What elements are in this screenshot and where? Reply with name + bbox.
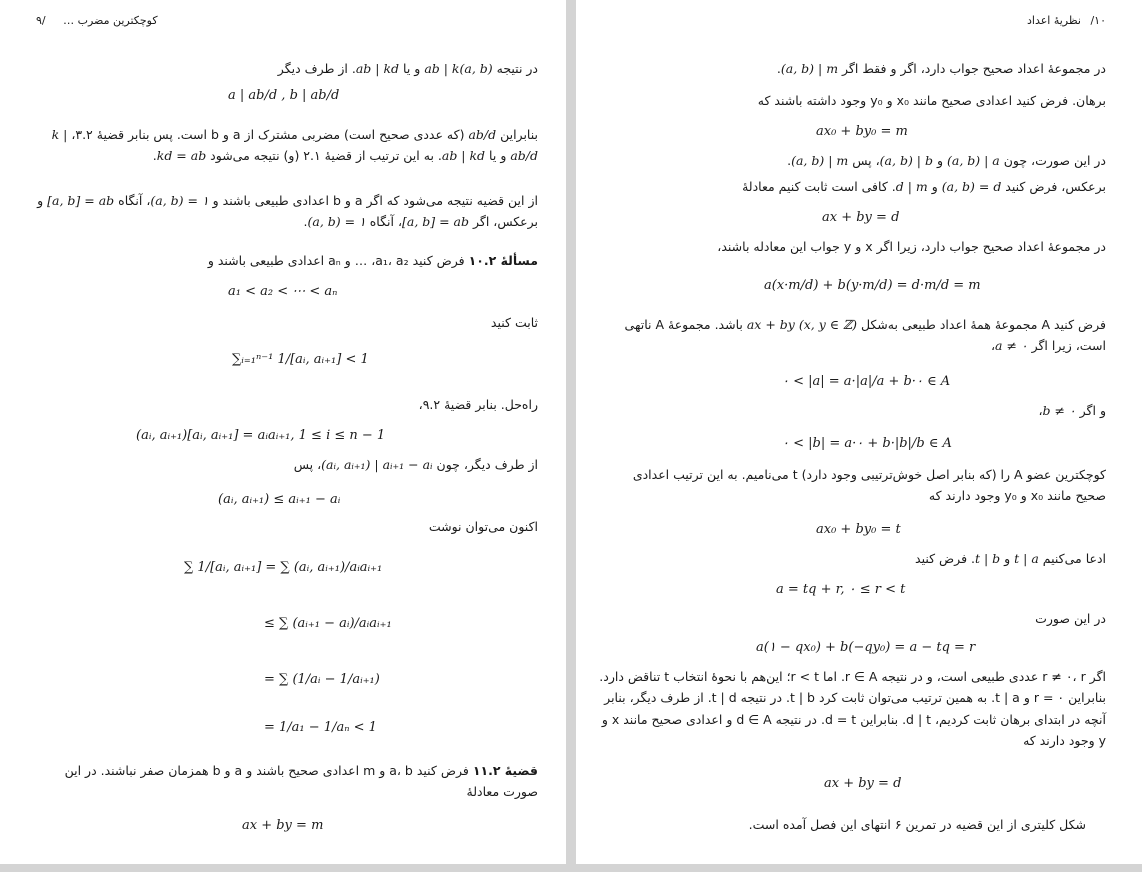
right-page-header [1027,14,1106,27]
left-paragraph-1: در نتیجه ab | k(a, b) و یا ab | kd. از طرف دیگر [277,61,538,76]
theorem-11-2: قضیهٔ ۱۱.۲ فرض کنید a، b و m اعدادی صحیح باشند و a و b همزمان صفر نباشند. در این صورت معادلهٔ [64,763,538,800]
equation-final: ax + by = m [242,818,324,833]
equation-1: ax₀ + by₀ = m [816,124,908,139]
equation-5: ۰ < |b| = a·۰ + b·|b|/b ∈ A [782,436,952,451]
right-paragraph-6: فرض کنید A مجموعهٔ همهٔ اعداد طبیعی به‌شکل ax + by (x, y ∈ ℤ) باشد. مجموعهٔ A ناتهی است، زیرا اگر a ≠ ۰، [624,317,1106,354]
right-paragraph-5: در مجموعهٔ اعداد صحیح جواب دارد، زیرا اگر x و y جواب این معادله باشند، [717,239,1106,254]
right-page [576,0,1142,864]
left-paragraph-3: از این قضیه نتیجه می‌شود که اگر a و b اعدادی طبیعی باشند و (a, b) = ۱، آنگاه [a, b] = ab و برعکس، اگر [a, b] = ab، آنگاه (a, b) = ۱. [37,193,538,230]
right-page-number: /۱۰ [1090,14,1106,27]
equation-6: ax₀ + by₀ = t [816,522,901,537]
equation-divides: a | ab/d , b | ab/d [228,88,340,103]
right-paragraph-10: در این صورت [1035,611,1106,626]
left-paragraph-2: بنابراین ab/d (که عددی صحیح است) مضربی مشترک از a و b است. پس بنابر قضیهٔ ۳.۲، k | ab/d و یا ab | kd. به این ترتیب از قضیهٔ ۲.۱ (و) نتیجه می‌شود kd = ab. [51,127,538,164]
solution-text: راه‌حل. بنابر قضیهٔ ۹.۲، [418,397,538,412]
right-paragraph-11: اگر r ≠ ۰، r عددی طبیعی است، و در نتیجه r ∈ A. اما r < t؛ این‌هم با نحوهٔ انتخاب t تناقض دارد. بنابراین r = ۰ و t | a. به همین ترتیب می‌توان ثابت کرد t | b. در نتیجه t | d. از طرف دیگر، بنابر آنچه در ابتدای برهان ثابت کردیم، d | t. بنابراین d = t. در نتیجه d ∈ A و اعدادی صحیح مانند x و y وجود دارند که [599,669,1106,748]
equation-chain-2: ≤ ∑ (aᵢ₊₁ − aᵢ)/aᵢaᵢ₊₁ [264,616,392,631]
right-header-title: نظریهٔ اعداد [1027,14,1081,27]
equation-3: a(x·m/d) + b(y·m/d) = d·m/d = m [764,278,981,293]
right-paragraph-1: در مجموعهٔ اعداد صحیح جواب دارد، اگر و فقط اگر (a, b) | m. [776,61,1106,76]
left-page-number: ۹/ [36,14,46,27]
problem-10-2: مسألهٔ ۱۰.۲ فرض کنید a₁، a₂، … و aₙ اعدادی طبیعی باشند و [207,253,538,268]
equation-8: a(۱ − qx₀) + b(−qy₀) = a − tq = r [756,640,976,655]
equation-chain-1: ∑ 1/[aᵢ, aᵢ₊₁] = ∑ (aᵢ, aᵢ₊₁)/aᵢaᵢ₊₁ [184,560,383,575]
proof-text: برهان. فرض کنید اعدادی صحیح مانند x₀ و y₀ وجود داشته باشند که [757,93,1106,108]
equation-7: a = tq + r, ۰ ≤ r < t [776,582,906,597]
equation-solution-1: (aᵢ, aᵢ₊₁)[aᵢ, aᵢ₊₁] = aᵢaᵢ₊₁, 1 ≤ i ≤ n − 1 [136,428,386,443]
now-text: اکنون می‌توان نوشت [428,519,538,534]
problem-label: مسألهٔ ۱۰.۲ [468,253,538,268]
left-page-header [36,14,158,27]
right-paragraph-12: شکل کلیتری از این قضیه در تمرین ۶ انتهای این فصل آمده است. [748,817,1086,832]
prove-text: ثابت کنید [490,315,538,330]
other-side-text: از طرف دیگر، چون (aᵢ, aᵢ₊₁) | aᵢ₊₁ − aᵢ، پس [293,457,538,472]
right-paragraph-3: در این صورت، چون (a, b) | a و (a, b) | b، پس (a, b) | m. [787,153,1106,168]
equation-solution-2: (aᵢ, aᵢ₊₁) ≤ aᵢ₊₁ − aᵢ [218,492,341,507]
equation-order: a₁ < a₂ < ⋯ < aₙ [228,284,338,299]
equation-2: ax + by = d [822,210,900,225]
left-header-title: کوچکترین مضرب … [63,14,158,27]
equation-4: ۰ < |a| = a·|a|/a + b·۰ ∈ A [782,374,951,389]
equation-sum: ∑ᵢ₌₁ⁿ⁻¹ 1/[aᵢ, aᵢ₊₁] < 1 [232,352,369,367]
right-paragraph-4: برعکس، فرض کنید (a, b) = d و d | m. کافی است ثابت کنیم معادلهٔ [742,179,1106,194]
equation-chain-3: = ∑ (1/aᵢ − 1/aᵢ₊₁) [264,672,380,687]
right-paragraph-8: کوچکترین عضو A را (که بنابر اصل خوش‌ترتیبی وجود دارد) t می‌نامیم. به این ترتیب اعدادی صحیح مانند x₀ و y₀ وجود دارند که [632,467,1106,504]
theorem-label: قضیهٔ ۱۱.۲ [472,763,538,778]
right-paragraph-9: ادعا می‌کنیم t | a و t | b. فرض کنید [915,551,1106,566]
equation-9: ax + by = d [824,776,902,791]
equation-chain-4: = 1/a₁ − 1/aₙ < 1 [264,720,377,735]
right-paragraph-7: و اگر b ≠ ۰، [1038,403,1106,418]
left-page [0,0,566,864]
